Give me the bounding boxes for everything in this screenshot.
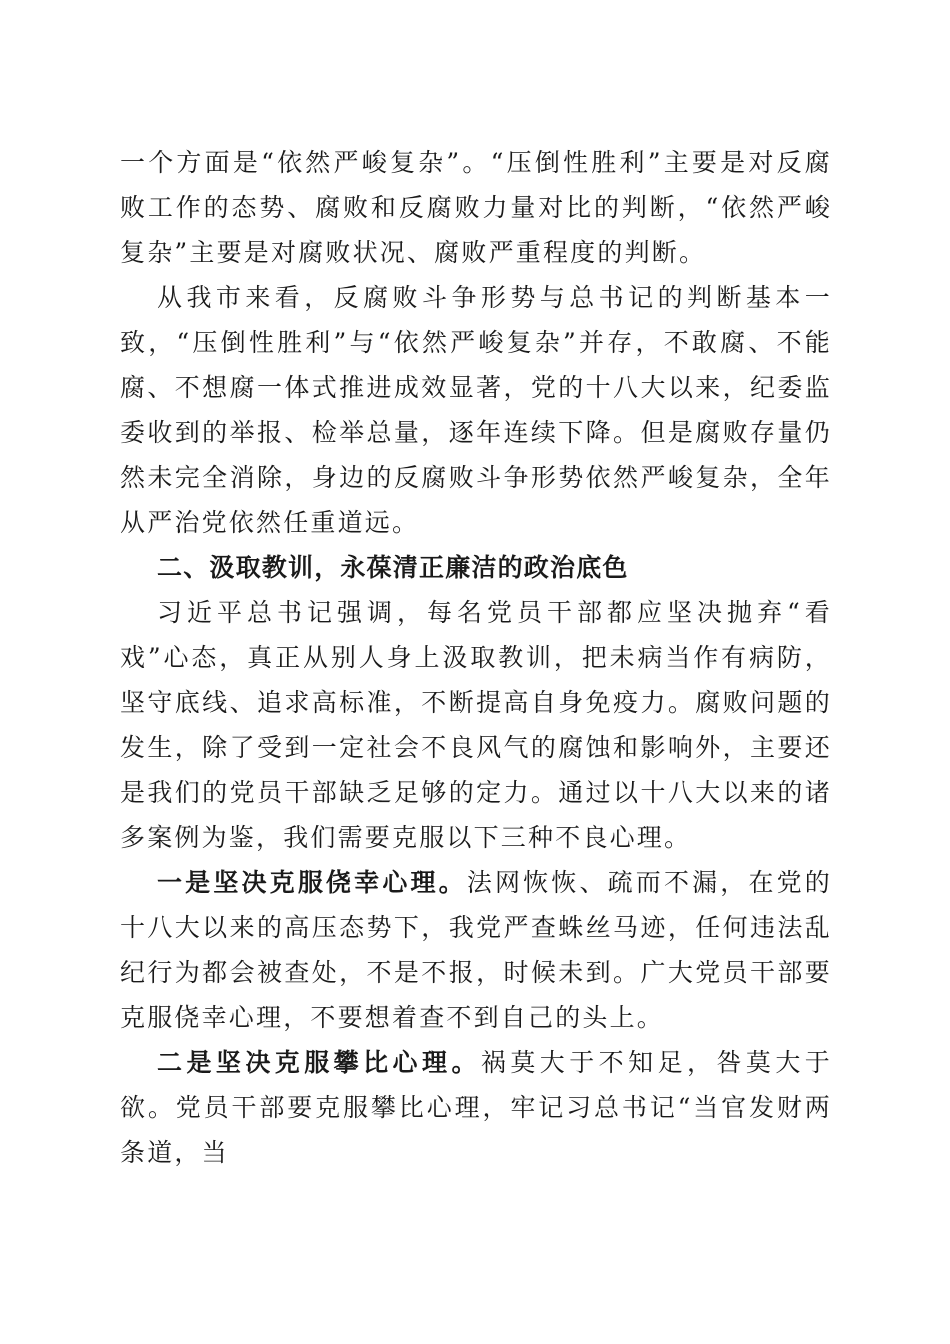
paragraph-point-one: [120, 860, 832, 1040]
paragraph-text: 从我市来看，反腐败斗争形势与总书记的判断基本一致，“压倒性胜利”与“依然严峻复杂”并存，不敢腐、不能腐、不想腐一体式推进成效显著，党的十八大以来，纪委监委收到的举报、检举总量，逐年连续下降。但是腐败存量仍然未完全消除，身边的反腐败斗争形势依然严峻复杂，全年从严治党依然任重道远。: [120, 283, 832, 537]
paragraph-point-two: [120, 1040, 832, 1175]
point-lead: 一是坚决克服侥幸心理。: [157, 868, 467, 897]
paragraph-text: 祸莫大于不知足，咎莫大于欲。党员干部要克服攀比心理，牢记习总书记“当官发财两条道，当: [120, 1048, 833, 1167]
paragraph-continued: [120, 140, 832, 275]
section-heading-text: 二、汲取教训，永葆清正廉洁的政治底色: [157, 553, 629, 582]
paragraph-text: 一个方面是“依然严峻复杂”。“压倒性胜利”主要是对反腐败工作的态势、腐败和反腐败力量对比的判断，“依然严峻复杂”主要是对腐败状况、腐败严重程度的判断。: [120, 148, 832, 267]
paragraph-lessons: [120, 590, 832, 860]
paragraph-text: 习近平总书记强调，每名党员干部都应坚决抛弃“看戏”心态，真正从别人身上汲取教训，把未病当作有病防，坚守底线、追求高标准，不断提高自身免疫力。腐败问题的发生，除了受到一定社会不良风气的腐蚀和影响外，主要还是我们的党员干部缺乏足够的定力。通过以十八大以来的诸多案例为鉴，我们需要克服以下三种不良心理。: [120, 598, 832, 852]
paragraph-city-situation: [120, 275, 832, 545]
section-heading: [120, 545, 832, 590]
point-lead: 二是坚决克服攀比心理。: [157, 1048, 481, 1077]
document-body: [120, 140, 832, 1175]
paragraph-text: 法网恢恢、疏而不漏，在党的十八大以来的高压态势下，我党严查蛛丝马迹，任何违法乱纪行为都会被查处，不是不报，时候未到。广大党员干部要克服侥幸心理，不要想着查不到自己的头上。: [120, 868, 832, 1032]
